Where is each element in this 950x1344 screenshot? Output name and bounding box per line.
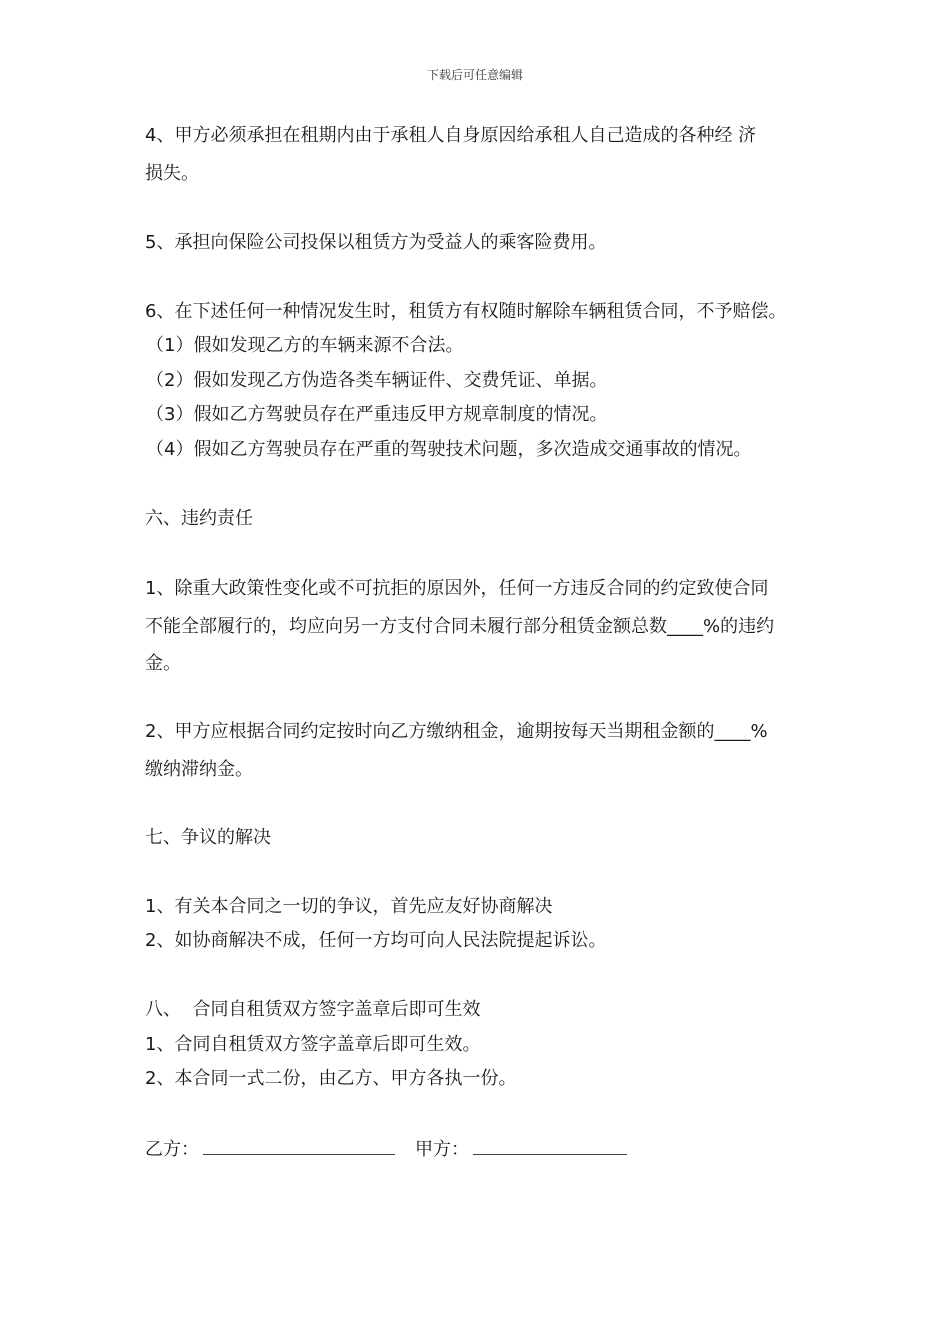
section-8-clause-2: 2、本合同一式二份，由乙方、甲方各执一份。 <box>145 1068 517 1089</box>
section-7-clause-2: 2、如协商解决不成，任何一方均可向人民法院提起诉讼。 <box>145 930 607 951</box>
clause-6: 6、在下述任何一种情况发生时，租赁方有权随时解除车辆租赁合同，不予赔偿。 <box>145 301 787 322</box>
section-6-clause-2-line-1: 2、甲方应根据合同约定按时向乙方缴纳租金，逾期按每天当期租金额的____% <box>145 721 768 742</box>
clause-4-line-1: 4、甲方必须承担在租期内由于承租人自身原因给承租人自己造成的各种经 济 <box>145 125 757 146</box>
page-header: 下载后可任意编辑 <box>426 68 523 82</box>
section-6-clause-2-line-2: 缴纳滞纳金。 <box>145 759 253 780</box>
section-6-clause-1-line-2: 不能全部履行的，均应向另一方支付合同未履行部分租赁金额总数____%的违约 <box>145 616 775 637</box>
section-8-heading: 八、 合同自租赁双方签字盖章后即可生效 <box>145 999 481 1020</box>
section-8-clause-1: 1、合同自租赁双方签字盖章后即可生效。 <box>145 1034 481 1055</box>
party-b-signature-line <box>203 1138 395 1155</box>
section-6-clause-1-line-3: 金。 <box>145 653 181 674</box>
party-b-label: 乙方： <box>145 1139 199 1160</box>
signature-row <box>145 1138 627 1160</box>
section-7-heading: 七、争议的解决 <box>145 827 271 848</box>
section-6-clause-1-line-1: 1、除重大政策性变化或不可抗拒的原因外，任何一方违反合同的约定致使合同 <box>145 578 769 599</box>
party-a-signature-line <box>473 1138 627 1155</box>
clause-6-item-2: （2）假如发现乙方伪造各类车辆证件、交费凭证、单据。 <box>146 370 608 391</box>
section-6-heading: 六、违约责任 <box>145 508 253 529</box>
section-7-clause-1: 1、有关本合同之一切的争议，首先应友好协商解决 <box>145 896 553 917</box>
clause-5: 5、承担向保险公司投保以租赁方为受益人的乘客险费用。 <box>145 232 607 253</box>
clause-6-item-3: （3）假如乙方驾驶员存在严重违反甲方规章制度的情况。 <box>146 404 608 425</box>
clause-4-line-2: 损失。 <box>145 163 199 184</box>
clause-6-item-4: （4）假如乙方驾驶员存在严重的驾驶技术问题，多次造成交通事故的情况。 <box>146 439 752 460</box>
clause-6-item-1: （1）假如发现乙方的车辆来源不合法。 <box>146 335 464 356</box>
party-a-label: 甲方： <box>415 1139 469 1160</box>
